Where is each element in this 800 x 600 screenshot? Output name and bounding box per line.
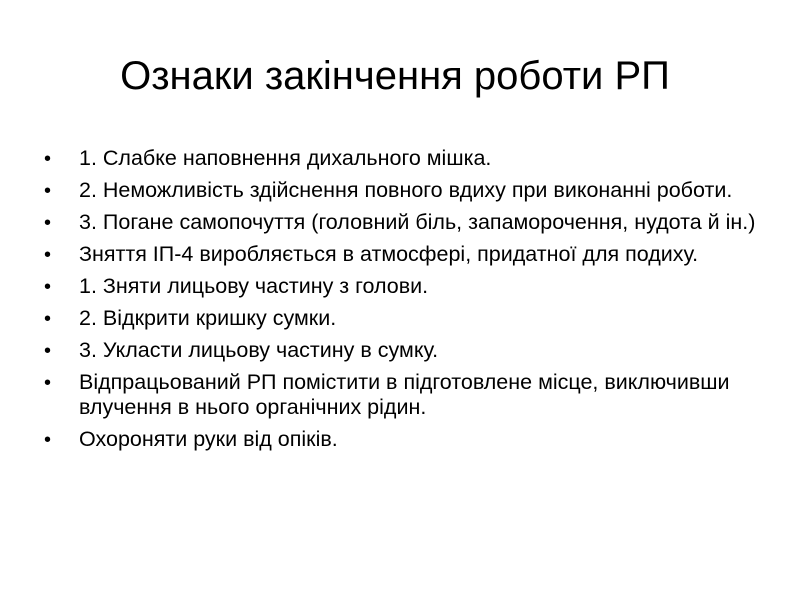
bullet-icon: • [44, 276, 52, 298]
bullet-text: 1. Слабке наповнення дихального мішка. [79, 146, 492, 170]
bullet-text: Відпрацьований РП помістити в підготовлене місце, виключивши влучення в нього органічних рідин. [79, 370, 730, 419]
bullet-text: 2. Відкрити кришку сумки. [79, 306, 337, 330]
slide-title: Ознаки закінчення роботи РП [120, 54, 670, 98]
bullet-item-9 [38, 427, 758, 452]
bullet-text: Охороняти руки від опіків. [79, 427, 338, 451]
bullet-item-6 [38, 306, 758, 331]
bullet-icon: • [44, 180, 52, 202]
bullet-item-4 [38, 242, 758, 267]
bullet-icon: • [44, 212, 52, 234]
bullet-icon: • [44, 308, 52, 330]
bullet-text: 3. Укласти лицьову частину в сумку. [79, 338, 439, 362]
bullet-text: 2. Неможливість здійснення повного вдиху при виконанні роботи. [79, 178, 733, 202]
bullet-item-5 [38, 274, 758, 299]
bullet-item-1 [38, 146, 758, 171]
bullet-item-2 [38, 178, 758, 203]
bullet-item-8 [38, 370, 758, 420]
bullet-list [38, 146, 758, 459]
bullet-text: 1. Зняти лицьову частину з голови. [79, 274, 429, 298]
bullet-text: 3. Погане самопочуття (головний біль, запаморочення, нудота й ін.) [79, 210, 756, 234]
bullet-item-3 [38, 210, 758, 235]
bullet-icon: • [44, 244, 52, 266]
bullet-item-7 [38, 338, 758, 363]
bullet-icon: • [44, 148, 52, 170]
bullet-icon: • [44, 429, 52, 451]
bullet-icon: • [44, 372, 52, 394]
bullet-icon: • [44, 340, 52, 362]
bullet-text: Зняття ІП-4 виробляється в атмосфері, придатної для подиху. [79, 242, 699, 266]
